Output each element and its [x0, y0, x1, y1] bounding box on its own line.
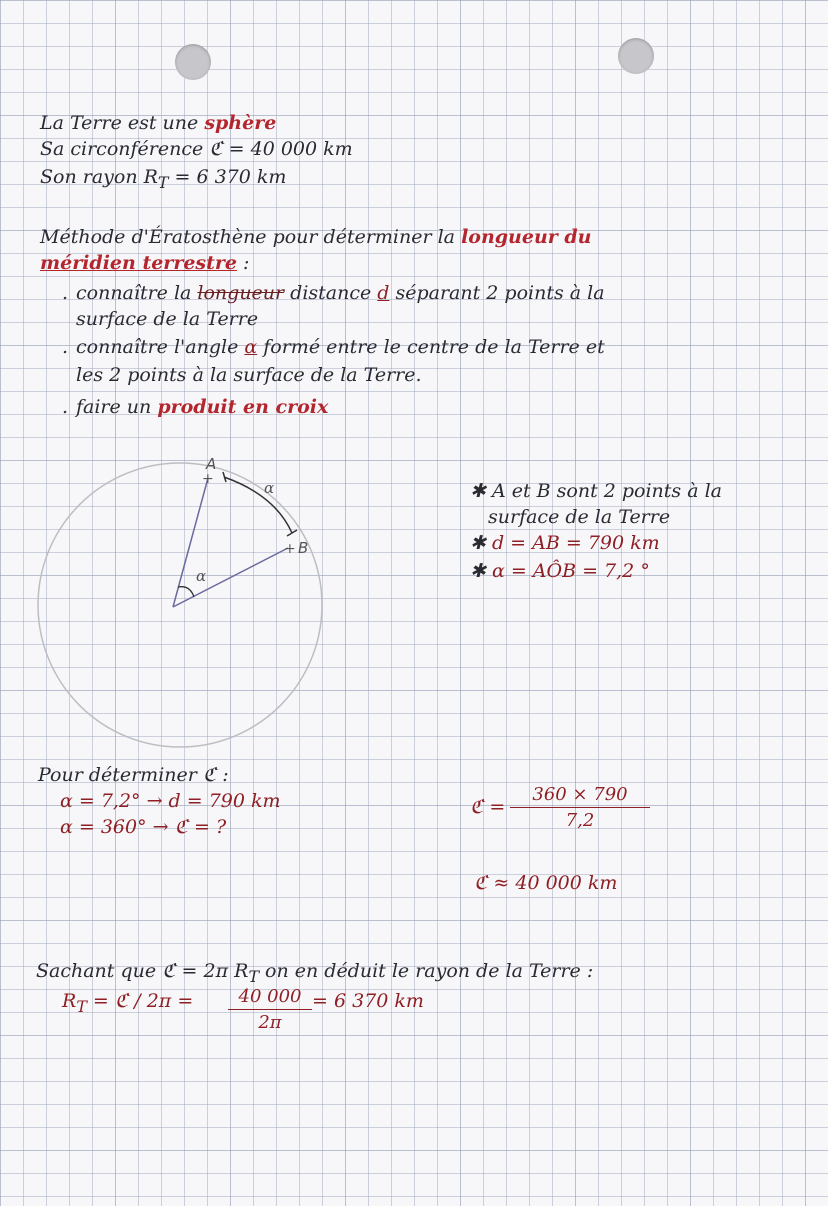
star-icon: ✱	[470, 480, 486, 502]
radius-text: Son rayon R	[40, 166, 158, 188]
determine-row-1	[60, 790, 281, 812]
note-1	[470, 480, 722, 502]
variable-d: d	[377, 282, 390, 304]
radius-formula: = ℭ / 2π =	[86, 990, 194, 1012]
binder-hole-left	[175, 44, 211, 80]
conclusion-suffix: on en déduit le rayon de la Terre :	[259, 960, 594, 982]
bullet-dot: .	[62, 336, 69, 358]
intro-line-3	[40, 166, 286, 194]
determine-title-text: Pour déterminer ℭ :	[38, 764, 229, 786]
bullet-dot: .	[62, 282, 69, 304]
determine-row-1-text: α = 7,2° → d = 790 km	[60, 790, 281, 812]
radius-result	[312, 990, 424, 1012]
bullet-2-continuation: les 2 points à la surface de la Terre.	[76, 364, 422, 386]
method-title-line-2	[40, 252, 249, 274]
label-alpha-center: α	[196, 567, 207, 585]
formula-result	[474, 872, 617, 894]
bullet-2-line-2	[76, 364, 422, 386]
radius-fraction	[228, 986, 312, 1033]
formula-lhs	[470, 796, 505, 818]
radius-subscript: T	[157, 172, 169, 192]
meridian-highlight: méridien terrestre	[40, 252, 237, 274]
star-icon: ✱	[470, 532, 486, 554]
method-title-highlight: longueur du	[461, 226, 592, 248]
cross-product-highlight: produit en croix	[157, 396, 329, 418]
determine-row-2	[60, 816, 226, 838]
radius-to-a	[173, 478, 208, 607]
highlight-sphere: sphère	[204, 112, 277, 134]
bullet-2-text: connaître l'angle	[76, 336, 245, 358]
intro-line-1	[40, 112, 276, 134]
bullet-1-suffix: séparant 2 points à la	[389, 282, 605, 304]
note-2-text: d = AB = 790 km	[491, 532, 660, 554]
conclusion-text: Sachant que ℭ = 2π R	[36, 960, 249, 982]
bullet-1-continuation: surface de la Terre	[76, 308, 259, 330]
formula-numerator: 360 × 790	[510, 784, 650, 808]
method-title-text: Méthode d'Ératosthène pour déterminer la	[40, 226, 462, 248]
variable-alpha: α	[244, 336, 258, 358]
earth-diagram	[30, 455, 330, 755]
bullet-1	[62, 282, 605, 304]
formula-result-text: ℭ ≈ 40 000 km	[474, 872, 618, 894]
circumference-text: Sa circonférence ℭ = 40 000 km	[40, 138, 353, 160]
conclusion-subscript: T	[248, 966, 259, 986]
colon: :	[237, 252, 250, 274]
bullet-1-mid: distance	[284, 282, 378, 304]
earth-circle	[38, 463, 322, 747]
point-a-marker: +	[202, 471, 214, 487]
radius-symbol: R	[62, 990, 77, 1012]
center-angle-arc	[178, 587, 194, 597]
conclusion-line-2	[62, 990, 193, 1018]
radius-subscript: T	[76, 996, 87, 1016]
note-3-text: α = AÔB = 7,2 °	[491, 560, 650, 582]
note-1-line-2	[488, 506, 670, 528]
conclusion-line-1	[36, 960, 593, 988]
arc-tick-b	[287, 530, 297, 536]
label-b: B	[298, 539, 309, 557]
label-alpha-arc: α	[264, 479, 275, 497]
method-title	[40, 226, 592, 248]
formula-fraction	[510, 784, 650, 831]
determine-title	[38, 764, 229, 786]
struck-word: longueur	[197, 282, 285, 304]
radius-denominator: 2π	[258, 1012, 282, 1033]
radius-result-text: = 6 370 km	[312, 990, 424, 1012]
bullet-3-text: faire un	[76, 396, 158, 418]
bullet-3	[62, 396, 328, 418]
formula-denominator: 7,2	[565, 810, 595, 831]
label-a: A	[206, 455, 217, 473]
formula-lhs-text: ℭ =	[470, 796, 506, 818]
bullet-1-line-2	[76, 308, 258, 330]
note-1-text: A et B sont 2 points à la	[491, 480, 722, 502]
bullet-2-suffix: formé entre le centre de la Terre et	[257, 336, 605, 358]
bullet-2	[62, 336, 605, 358]
bullet-1-text: connaître la	[76, 282, 198, 304]
star-icon: ✱	[470, 560, 486, 582]
bullet-dot: .	[62, 396, 69, 418]
binder-hole-right	[618, 38, 654, 74]
note-1-continuation: surface de la Terre	[488, 506, 671, 528]
radius-numerator: 40 000	[228, 986, 312, 1010]
determine-row-2-text: α = 360° → ℭ = ?	[60, 816, 227, 838]
intro-text: La Terre est une	[40, 112, 205, 134]
note-2	[470, 532, 660, 554]
radius-to-b	[173, 548, 288, 607]
intro-line-2	[40, 138, 353, 160]
radius-value: = 6 370 km	[168, 166, 287, 188]
note-3	[470, 560, 650, 582]
point-b-marker: +	[284, 541, 296, 557]
